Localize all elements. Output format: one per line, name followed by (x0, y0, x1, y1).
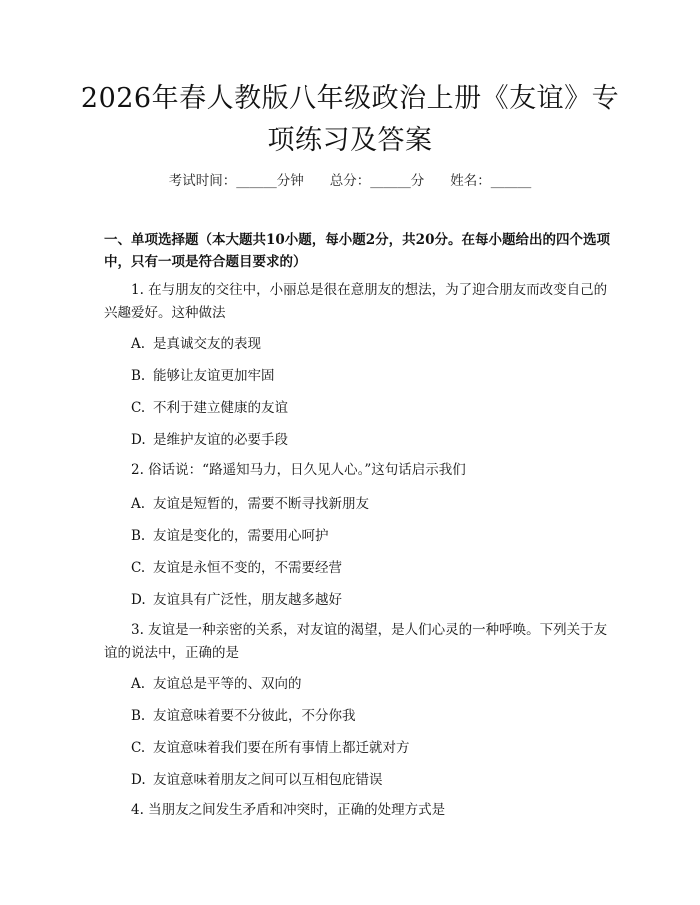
section-heading: 一、单项选择题（本大题共10小题，每小题2分，共20分。在每小题给出的四个选项中，只有一项是符合题目要求的） (104, 232, 610, 270)
option-text: 是维护友谊的必要手段 (153, 432, 288, 448)
option-letter: B. (131, 708, 146, 724)
question-1-option-c (131, 398, 288, 418)
option-text: 友谊意味着要不分彼此，不分你我 (153, 708, 356, 724)
question-2-stem: 2. 俗话说：“路遥知马力，日久见人心。”这句话启示我们 (131, 462, 466, 478)
option-text: 友谊具有广泛性，朋友越多越好 (153, 592, 342, 608)
student-name-field: 姓名：______ (450, 173, 532, 189)
question-1-option-b (131, 366, 275, 386)
question-3-option-b (131, 706, 356, 726)
exam-time-field: 考试时间：______分钟 (168, 173, 304, 189)
option-letter: B. (131, 528, 146, 544)
question-1-stem: 1. 在与朋友的交往中，小丽总是很在意朋友的想法，为了迎合朋友而改变自己的兴趣爱好。这种做法 (104, 282, 608, 321)
document-title: 2026年春人教版八年级政治上册《友谊》专项练习及答案 (80, 83, 620, 156)
option-letter: C. (131, 560, 146, 576)
option-text: 友谊总是平等的、双向的 (153, 676, 302, 692)
exam-meta-line (0, 169, 700, 189)
question-2-option-c (131, 558, 342, 578)
option-text: 友谊意味着朋友之间可以互相包庇错误 (153, 772, 383, 788)
option-text: 能够让友谊更加牢固 (153, 368, 275, 384)
option-text: 不利于建立健康的友谊 (153, 400, 288, 416)
question-4-stem: 4. 当朋友之间发生矛盾和冲突时，正确的处理方式是 (131, 802, 446, 818)
option-letter: D. (131, 592, 146, 608)
question-1-option-a (131, 334, 261, 354)
question-2-option-d (131, 590, 342, 610)
option-letter: C. (131, 740, 146, 756)
total-score-field: 总分：______分 (329, 173, 425, 189)
option-letter: C. (131, 400, 146, 416)
question-2-option-a (131, 494, 369, 514)
question-3-option-c (131, 738, 410, 758)
option-letter: B. (131, 368, 146, 384)
question-3-option-d (131, 770, 383, 790)
option-letter: A. (131, 676, 146, 692)
option-text: 是真诚交友的表现 (153, 336, 261, 352)
question-3-stem: 3. 友谊是一种亲密的关系，对友谊的渴望，是人们心灵的一种呼唤。下列关于友谊的说法中，正确的是 (104, 622, 608, 661)
option-text: 友谊是永恒不变的，不需要经营 (153, 560, 342, 576)
option-letter: D. (131, 432, 146, 448)
option-text: 友谊是短暂的，需要不断寻找新朋友 (153, 496, 369, 512)
option-letter: A. (131, 496, 146, 512)
option-text: 友谊是变化的，需要用心呵护 (153, 528, 329, 544)
option-letter: D. (131, 772, 146, 788)
question-3-option-a (131, 674, 302, 694)
question-1-option-d (131, 430, 288, 450)
option-letter: A. (131, 336, 146, 352)
question-2-option-b (131, 526, 329, 546)
option-text: 友谊意味着我们要在所有事情上都迁就对方 (153, 740, 410, 756)
